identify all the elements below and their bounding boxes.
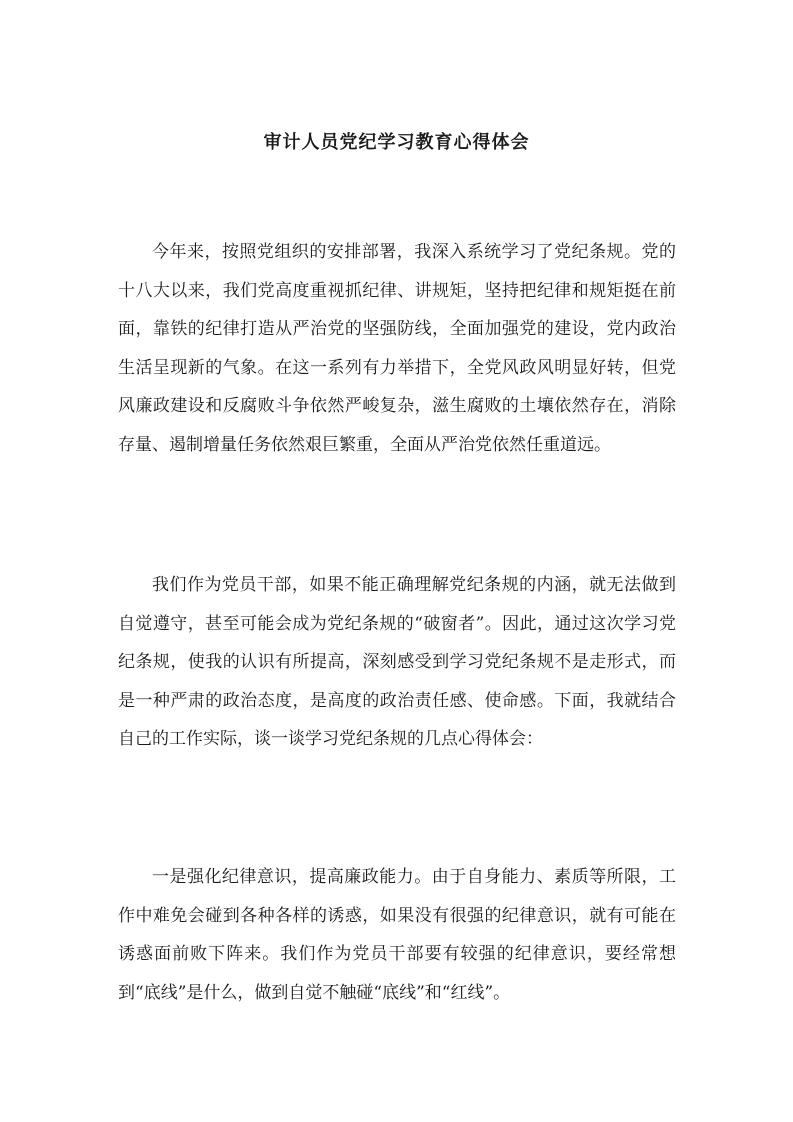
paragraph-3: 一是强化纪律意识，提高廉政能力。由于自身能力、素质等所限，工作中难免会碰到各种各样的诱惑，如果没有很强的纪律意识，就有可能在诱惑面前败下阵来。我们作为党员干部要有较强的纪律意识，要经常想到“底线”是什么，做到自觉不触碰“底线”和“红线”。 xyxy=(118,867,676,1003)
document-title: 审计人员党纪学习教育心得体会 xyxy=(263,132,530,153)
paragraph-2: 我们作为党员干部，如果不能正确理解党纪条规的内涵，就无法做到自觉遵守，甚至可能会成为党纪条规的“破窗者”。因此，通过这次学习党纪条规，使我的认识有所提高，深刻感受到学习党纪条规不是走形式，而是一种严肃的政治态度，是高度的政治责任感、使命感。下面，我就结合自己的工作实际，谈一谈学习党纪条规的几点心得体会： xyxy=(118,575,676,750)
paragraph-1: 今年来，按照党组织的安排部署，我深入系统学习了党纪条规。党的十八大以来，我们党高度重视抓纪律、讲规矩，坚持把纪律和规矩挺在前面，靠铁的纪律打造从严治党的坚强防线，全面加强党的建设，党内政治生活呈现新的气象。在这一系列有力举措下，全党风政风明显好转，但党风廉政建设和反腐败斗争依然严峻复杂，滋生腐败的土壤依然存在，消除存量、遏制增量任务依然艰巨繁重，全面从严治党依然任重道远。 xyxy=(118,242,676,455)
